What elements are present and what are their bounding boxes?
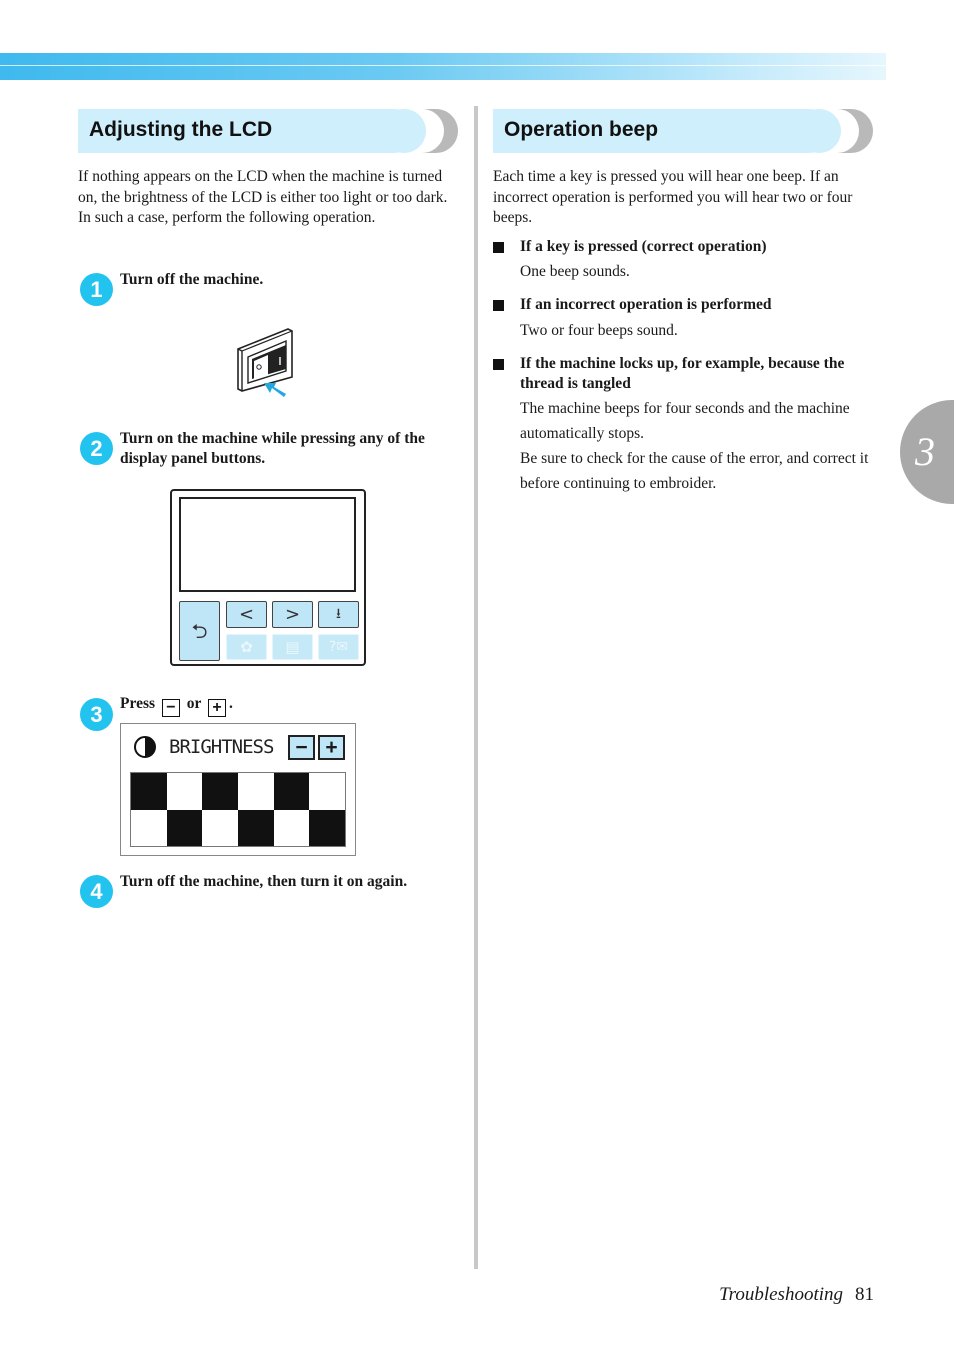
column-divider	[474, 106, 478, 1269]
step-1-number: 1	[80, 273, 113, 306]
left-arrow-button: <	[226, 601, 267, 628]
brightness-minus-key: −	[288, 735, 315, 760]
brightness-label: BRIGHTNESS	[169, 736, 274, 758]
brightness-plus-key: +	[318, 735, 345, 760]
bullet-body-locks-up-1: The machine beeps for four seconds and the machine automatically stops.	[520, 400, 850, 442]
section-heading-operation-beep	[493, 109, 873, 153]
plus-key-icon: +	[208, 699, 226, 717]
right-arrow-button: >	[272, 601, 313, 628]
minus-key-icon: −	[162, 699, 180, 717]
embroidery-button: ✿	[226, 634, 267, 660]
checker-pattern	[130, 772, 346, 847]
period: .	[229, 695, 233, 712]
bullet-heading-text: If the machine locks up, for example, because the thread is tangled	[520, 355, 845, 392]
step-4-text: Turn off the machine, then turn it on again.	[120, 873, 408, 890]
help-button: ?✉	[318, 634, 359, 660]
section-title: Operation beep	[504, 118, 659, 141]
chapter-tab	[900, 400, 954, 504]
press-label: Press	[120, 695, 156, 712]
section-heading-adjusting-lcd	[78, 109, 458, 153]
bullet-square-icon	[493, 300, 504, 311]
step-2-number: 2	[80, 432, 113, 465]
step-2-text: Turn on the machine while pressing any of the display panel buttons.	[120, 430, 425, 467]
bullet-heading-text: If a key is pressed (correct operation)	[520, 238, 767, 255]
bullet-square-icon	[493, 242, 504, 253]
brightness-screen-illustration	[120, 723, 356, 856]
chapter-number: 3	[915, 429, 935, 474]
step-3-number: 3	[80, 698, 113, 731]
footer-section: Troubleshooting	[719, 1284, 843, 1305]
pattern-button: ▤	[272, 634, 313, 660]
power-switch-icon	[234, 325, 300, 399]
bullet-square-icon	[493, 359, 504, 370]
bullet-body-locks-up-2: Be sure to check for the cause of the error, and correct it before continuing to embroider.	[520, 450, 869, 492]
step-3-text	[120, 694, 420, 717]
bullet-body-correct: One beep sounds.	[520, 263, 630, 280]
lcd-screen	[179, 497, 356, 592]
control-panel-illustration	[170, 489, 366, 666]
section-title: Adjusting the LCD	[89, 118, 273, 141]
memory-button: ⭳	[318, 601, 359, 628]
header-band	[0, 53, 886, 80]
beep-intro-text: Each time a key is pressed you will hear one beep. If an incorrect operation is performed you will hear two or four beeps.	[493, 168, 853, 226]
lcd-intro-text: If nothing appears on the LCD when the machine is turned on, the brightness of the LCD is either too light or too dark. In such a case, perform the following operation.	[78, 168, 448, 226]
bullet-body-incorrect: Two or four beeps sound.	[520, 322, 678, 339]
contrast-icon	[134, 736, 156, 758]
step-4-number: 4	[80, 875, 113, 908]
page-number: 81	[855, 1284, 874, 1305]
step-1-text: Turn off the machine.	[120, 271, 264, 288]
bullet-heading-text: If an incorrect operation is performed	[520, 296, 772, 313]
or-label: or	[186, 695, 202, 712]
back-button: ⮌	[179, 601, 220, 661]
page-footer	[719, 1284, 874, 1306]
